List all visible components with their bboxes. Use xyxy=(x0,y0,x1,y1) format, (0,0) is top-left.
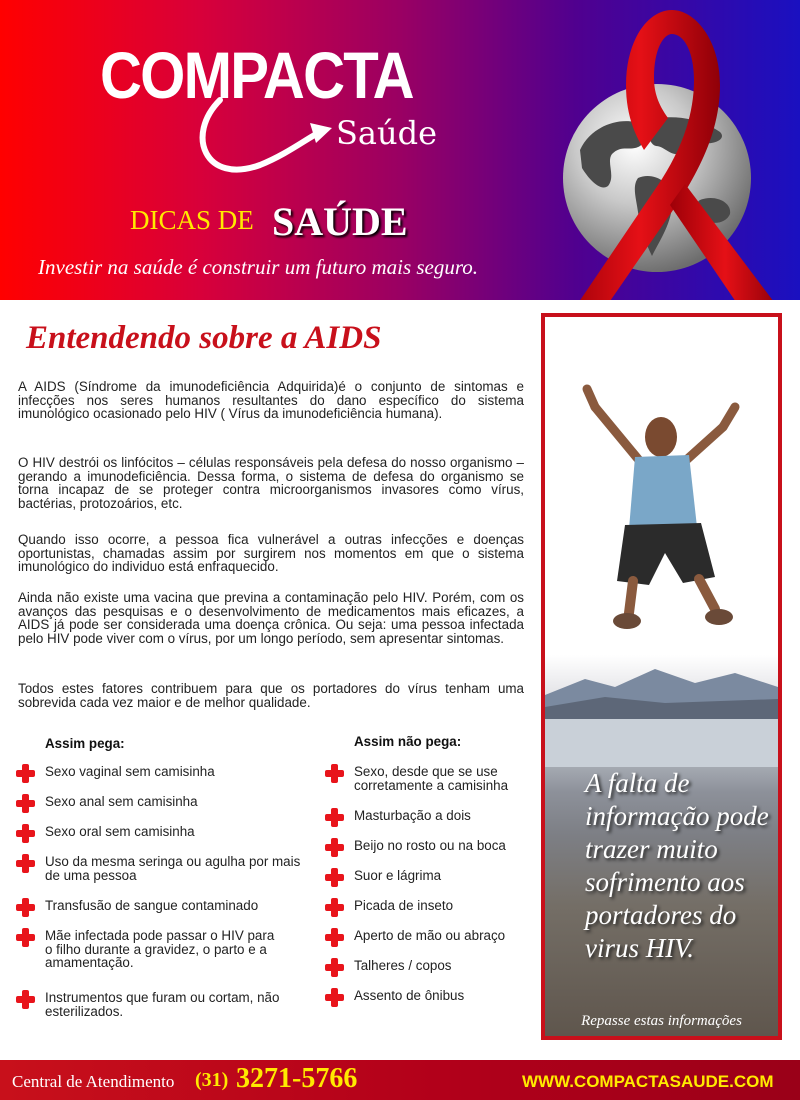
red-cross-icon xyxy=(16,764,35,783)
list-item: Aperto de mão ou abraço xyxy=(354,929,532,943)
list-item: Beijo no rosto ou na boca xyxy=(354,839,532,853)
list-item: Instrumentos que furam ou cortam, não esterilizados. xyxy=(45,991,285,1018)
list-item: Uso da mesma seringa ou agulha por mais de uma pessoa xyxy=(45,855,307,882)
red-cross-icon xyxy=(325,988,344,1007)
logo-swoosh-icon xyxy=(190,95,340,185)
paragraph-5: Todos estes fatores contribuem para que os portadores do vírus tenham uma sobrevida cada vez maior e de melhor qualidade. xyxy=(18,681,524,710)
panel-quote: A falta de informação pode trazer muito sofrimento aos portadores do virus HIV. xyxy=(585,768,769,963)
footer-area-code: (31) xyxy=(195,1069,229,1091)
list-item: Assento de ônibus xyxy=(354,989,532,1003)
footer-phone[interactable]: 3271-5766 xyxy=(236,1063,358,1094)
red-cross-icon xyxy=(16,990,35,1009)
red-cross-icon xyxy=(16,854,35,873)
list-item: Sexo oral sem camisinha xyxy=(45,825,315,839)
list-item: Transfusão de sangue contaminado xyxy=(45,899,315,913)
footer-website-link[interactable]: WWW.COMPACTASAUDE.COM xyxy=(522,1072,774,1091)
red-cross-icon xyxy=(16,898,35,917)
panel-footer: Repasse estas informações xyxy=(581,1013,742,1029)
red-cross-icon xyxy=(325,868,344,887)
red-cross-icon xyxy=(16,928,35,947)
aids-ribbon-icon xyxy=(560,0,780,300)
list-item: Talheres / copos xyxy=(354,959,532,973)
paragraph-3: Quando isso ocorre, a pessoa fica vulnerável a outras infecções e doenças oportunistas, chamadas assim por surgirem nos momentos em que o sistema imunológico do individuo está enfraquecido. xyxy=(18,532,524,574)
list-item: Masturbação a dois xyxy=(354,809,532,823)
saude-label: SAÚDE xyxy=(272,199,408,244)
jumping-man-image xyxy=(565,377,765,637)
mountains-image xyxy=(545,657,778,767)
brand-subtitle: Saúde xyxy=(336,114,438,152)
tagline: Investir na saúde é construir um futuro mais seguro. xyxy=(38,255,479,279)
paragraph-2: O HIV destrói os linfócitos – células responsáveis pela defesa do nosso organismo – gerando a imunodeficiência. Dessa forma, o sistema de defesa do organismo se torna incapaz de se proteger contra microorganismos invasores como vírus, bactérias, protozoários, etc. xyxy=(18,455,524,511)
side-photo-panel xyxy=(541,313,782,1040)
paragraph-4: Ainda não existe uma vacina que previna a contaminação pelo HIV. Porém, com os avanços das pesquisas e o desenvolvimento de medicamentos mais eficazes, a AIDS já pode ser considerada uma doença crônica. Ou seja: uma pessoa infectada pelo HIV pode viver com o vírus, por um longo período, sem apresentar sintomas. xyxy=(18,590,524,646)
list-item: Mãe infectada pode passar o HIV para o filho durante a gravidez, o parto e a amamentação. xyxy=(45,929,277,970)
list-item: Sexo, desde que se use corretamente a camisinha xyxy=(354,765,532,792)
list-item: Picada de inseto xyxy=(354,899,532,913)
red-cross-icon xyxy=(325,838,344,857)
red-cross-icon xyxy=(325,898,344,917)
dicas-label: DICAS DE xyxy=(130,205,254,235)
list-item: Suor e lágrima xyxy=(354,869,532,883)
header-banner xyxy=(0,0,800,300)
red-cross-icon xyxy=(325,764,344,783)
red-cross-icon xyxy=(325,958,344,977)
paragraph-1: A AIDS (Síndrome da imunodeficiência Adquirida)é o conjunto de sintomas e infecções nos seres humanos resultantes do dano específico do sistema imunológico ocasionado pelo HIV ( Vírus da imunodeficiência humana). xyxy=(18,379,524,421)
footer-bar xyxy=(0,1060,800,1100)
red-cross-icon xyxy=(325,808,344,827)
list-item: Sexo vaginal sem camisinha xyxy=(45,765,315,779)
red-cross-icon xyxy=(16,824,35,843)
red-cross-icon xyxy=(16,794,35,813)
assim-nao-pega-heading: Assim não pega: xyxy=(354,734,462,749)
assim-pega-heading: Assim pega: xyxy=(45,736,125,751)
red-cross-icon xyxy=(325,928,344,947)
list-item: Sexo anal sem camisinha xyxy=(45,795,315,809)
brand-logo: COMPACTA xyxy=(100,38,413,112)
article-title: Entendendo sobre a AIDS xyxy=(26,320,382,356)
footer-label: Central de Atendimento xyxy=(12,1072,175,1091)
